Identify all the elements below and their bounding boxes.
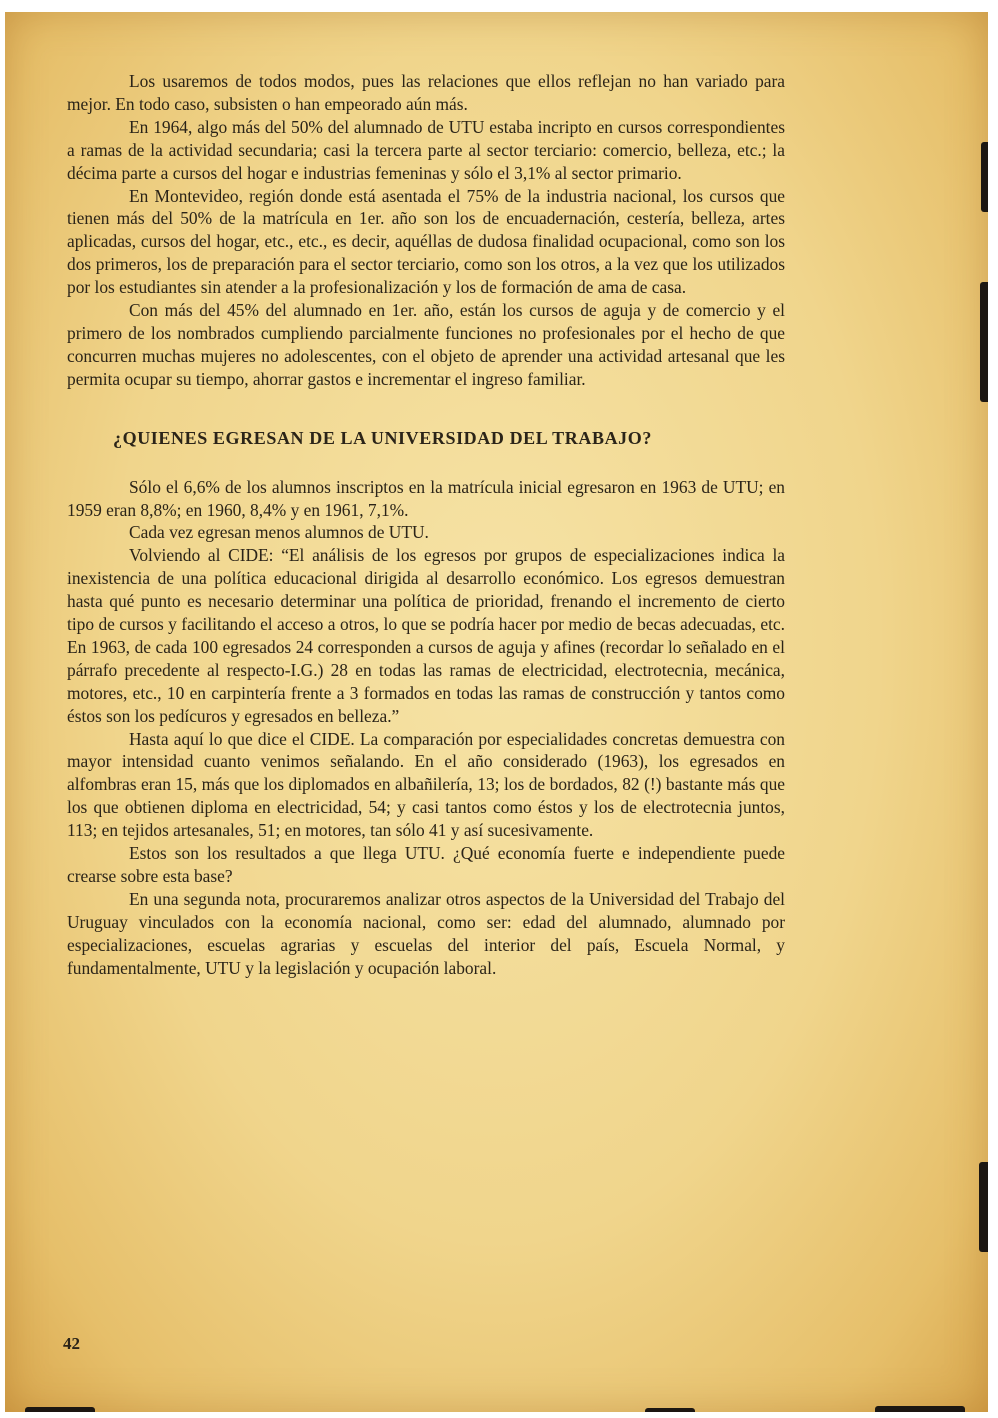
section-heading: ¿QUIENES EGRESAN DE LA UNIVERSIDAD DEL TRABAJO? bbox=[113, 427, 652, 448]
edge-stain bbox=[979, 1162, 988, 1252]
edge-stain bbox=[645, 1408, 695, 1412]
body-text bbox=[67, 70, 785, 980]
paragraph: En Montevideo, región donde está asentada el 75% de la industria nacional, los cursos que tienen más del 50% de la matrícula en 1er. año son los de encuadernación, cestería, belleza, artes aplicadas, cursos del hogar, etc., etc., es decir, aquéllas de dudosa finalidad ocupacional, como son los dos primeros, los de preparación para el sector terciario, como son los otros, a la vez que los utilizados por los estudiantes sin atender a la profesionalización y los de formación de ama de casa. bbox=[67, 185, 785, 298]
paragraph: Cada vez egresan menos alumnos de UTU. bbox=[129, 522, 429, 543]
edge-stain bbox=[875, 1406, 965, 1412]
paragraph: Hasta aquí lo que dice el CIDE. La comparación por especialidades concretas demuestra con mayor intensidad cuanto venimos señalando. En el año considerado (1963), los egresados en alfombras eran 15, más que los diplomados en albañilería, 13; los de bordados, 82 (!) bastante más que los que obtienen diploma en electricidad, 54; y casi tantos como éstos y los de electrotecnia juntos, 113; en tejidos artesanales, 51; en motores, tan sólo 41 y así sucesivamente. bbox=[67, 728, 785, 841]
edge-stain bbox=[25, 1407, 95, 1412]
paragraph: En una segunda nota, procuraremos analizar otros aspectos de la Universidad del Trabajo del Uruguay vinculados con la economía nacional, como ser: edad del alumnado, alumnado por especializaciones, escuelas agrarias y escuelas del interior del país, Escuela Normal, y fundamentalmente, UTU y la legislación y ocupación laboral. bbox=[67, 888, 785, 978]
paragraph: Estos son los resultados a que llega UTU. ¿Qué economía fuerte e independiente puede crearse sobre esta base? bbox=[67, 843, 785, 886]
edge-stain bbox=[980, 282, 988, 402]
page-number: 42 bbox=[63, 1334, 80, 1353]
paragraph: Sólo el 6,6% de los alumnos inscriptos en la matrícula inicial egresaron en 1963 de UTU; en 1959 eran 8,8%; en 1960, 8,4% y en 1961, 7,1%. bbox=[67, 476, 785, 520]
paragraph: Los usaremos de todos modos, pues las relaciones que ellos reflejan no han variado para mejor. En todo caso, subsisten o han empeorado aún más. bbox=[67, 71, 785, 114]
paragraph: Volviendo al CIDE: “El análisis de los egresos por grupos de especializaciones indica la inexistencia de una política educacional dirigida al desarrollo económico. Los egresos demuestran hasta qué punto es necesario determinar una política de prioridad, frenando el incremento de cierto tipo de cursos y facilitando el acceso a otros, lo que se podría hacer por medio de becas adecuadas, etc. En 1963, de cada 100 egresados 24 corresponden a cursos de aguja y afines (recordar lo señalado en el párrafo precedente al respecto-I.G.) 28 en todas las ramas de electricidad, electrotecnia, mecánica, motores, etc., 10 en carpintería frente a 3 formados en todas las ramas de construcción y tantos como éstos son los pedícuros y egresados en belleza.” bbox=[67, 545, 785, 726]
document-page bbox=[5, 12, 988, 1412]
edge-stain bbox=[981, 142, 988, 212]
paragraph: En 1964, algo más del 50% del alumnado de UTU estaba incripto en cursos correspondientes a ramas de la actividad secundaria; casi la tercera parte al sector terciario: comercio, belleza, etc.; la décima parte a cursos del hogar e industrias femeninas y sólo el 3,1% al sector primario. bbox=[67, 116, 785, 183]
paragraph: Con más del 45% del alumnado en 1er. año, están los cursos de aguja y de comercio y el primero de los nombrados cumpliendo parcialmente funciones no profesionales por el hecho de que concurren muchas mujeres no adolescentes, con el objeto de aprender una actividad artesanal que les permita ocupar su tiempo, ahorrar gastos e incrementar el ingreso familiar. bbox=[67, 300, 785, 389]
